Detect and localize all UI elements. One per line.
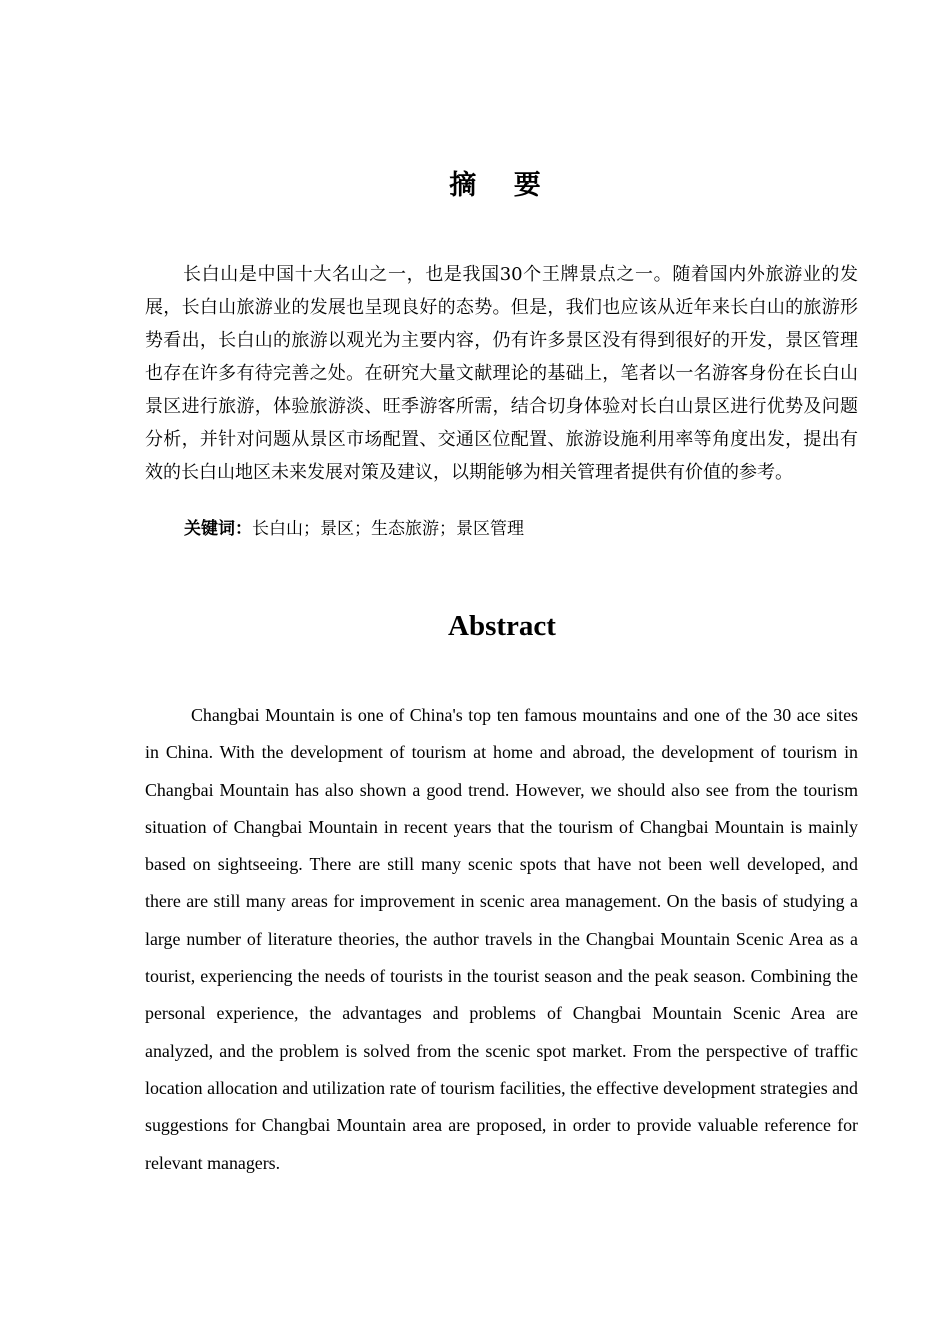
keywords-text: 长白山；景区；生态旅游；景区管理 (252, 519, 524, 539)
chinese-abstract-body: 长白山是中国十大名山之一，也是我国30个王牌景点之一。随着国内外旅游业的发展，长白山旅游业的发展也呈现良好的态势。但是，我们也应该从近年来长白山的旅游形势看出，长白山的旅游以观光为主要内容，仍有许多景区没有得到很好的开发，景区管理也存在许多有待完善之处。在研究大量文献理论的基础上，笔者以一名游客身份在长白山景区进行旅游，体验旅游淡、旺季游客所需，结合切身体验对长白山景区进行优势及问题分析，并针对问题从景区市场配置、交通区位配置、旅游设施利用率等角度出发，提出有效的长白山地区未来发展对策及建议，以期能够为相关管理者提供有价值的参考。 (145, 264, 858, 483)
chinese-keywords (184, 513, 864, 546)
chinese-abstract-title: 摘 要 (449, 170, 555, 201)
english-abstract-title: Abstract (448, 610, 556, 642)
keywords-label: 关键词： (184, 519, 252, 539)
english-abstract-body: Changbai Mountain is one of China's top ten famous mountains and one of the 30 ace sites in China. With the development of tourism at home and abroad, the development of tourism in Changbai Mountain has also shown a good trend. However, we should also see from the tourism situation of Changbai Mountain in recent years that the tourism of Changbai Mountain is mainly based on sightseeing. There are still many scenic spots that have not been well developed, and there are still many areas for improvement in scenic area management. On the basis of studying a large number of literature theories, the author travels in the Changbai Mountain Scenic Area as a tourist, experiencing the needs of tourists in the tourist season and the peak season. Combining the personal experience, the advantages and problems of Changbai Mountain Scenic Area are analyzed, and the problem is solved from the scenic spot market. From the perspective of traffic location allocation and utilization rate of tourism facilities, the effective development strategies and suggestions for Changbai Mountain area are proposed, in order to provide valuable reference for relevant managers. (145, 705, 858, 1173)
